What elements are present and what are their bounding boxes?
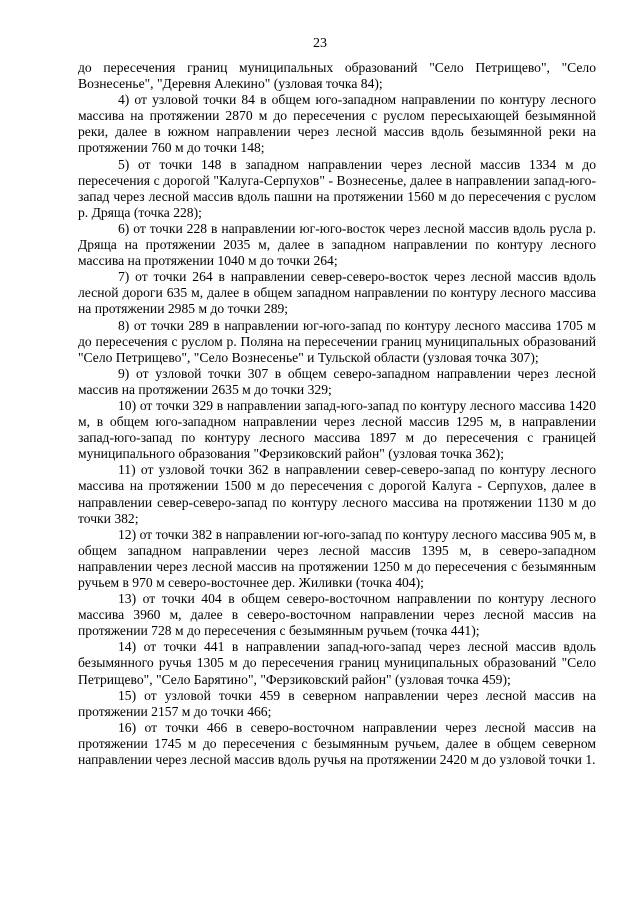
page-number: 23 xyxy=(313,36,327,51)
paragraph-item-14: 14) от точки 441 в направлении запад-юго-запад через лесной массив вдоль безымянного ручья 1305 м до пересечения границ муниципальных образований "Село Петрищево", "Село Барятино", "Ферзиковский район" (узловая точка 459); xyxy=(78,639,596,687)
paragraph-item-11: 11) от узловой точки 362 в направлении север-северо-запад по контуру лесного массива на протяжении 1500 м до пересечения с дорогой Калуга - Серпухов, далее в направлении север-северо-запад по контуру лесного массива на протяжении 1130 м до точки 382; xyxy=(78,462,596,526)
paragraph-item-10: 10) от точки 329 в направлении запад-юго-запад по контуру лесного массива 1420 м, в общем юго-западном направлении через лесной массив 1295 м, в направлении запад-юго-запад по контуру лесного массива 1897 м до пересечения с границей муниципального образования "Ферзиковский район" (узловая точка 362); xyxy=(78,397,596,462)
paragraph-item-4: 4) от узловой точки 84 в общем юго-западном направлении по контуру лесного массива на протяжении 2870 м до пересечения с руслом пересыхающей безымянной реки, далее в южном направлении через лесной массив вдоль безымянной реки на протяжении 760 м до точки 148; xyxy=(78,92,596,156)
paragraph-item-12: 12) от точки 382 в направлении юг-юго-запад по контуру лесного массива 905 м, в общем западном направлении через лесной массив 1395 м, в северо-западном направлении через лесной массив на протяжении 1250 м до пересечения с безымянным ручьем в 970 м северо-восточнее дер. Жиливки (точка 404); xyxy=(78,526,596,590)
paragraph-item-8: 8) от точки 289 в направлении юг-юго-запад по контуру лесного массива 1705 м до пересечения с руслом р. Поляна на пересечении границ муниципальных образований "Село Петрищево", "Село Вознесенье" и Тульской области (узловая точка 307); xyxy=(78,317,596,365)
paragraph-continuation: до пересечения границ муниципальных образований "Село Петрищево", "Село Вознесенье", "Деревня Алекино" (узловая точка 84); xyxy=(78,60,596,92)
document-body xyxy=(78,60,596,768)
paragraph-item-7: 7) от точки 264 в направлении север-северо-восток через лесной массив вдоль лесной дороги 635 м, далее в общем западном направлении по контуру лесного массива на протяжении 2985 м до точки 289; xyxy=(78,269,596,317)
paragraph-item-9: 9) от узловой точки 307 в общем северо-западном направлении через лесной массив на протяжении 2635 м до точки 329; xyxy=(78,365,596,397)
paragraph-item-5: 5) от точки 148 в западном направлении через лесной массив 1334 м до пересечения с дорогой "Калуга-Серпухов" - Вознесенье, далее в направлении запад-юго-запад через лесной массив вдоль пашни на протяжении 1560 м до пересечения с руслом р. Дряща (точка 228); xyxy=(78,156,596,220)
paragraph-item-15: 15) от узловой точки 459 в северном направлении через лесной массив на протяжении 2157 м до точки 466; xyxy=(78,687,596,719)
paragraph-item-13: 13) от точки 404 в общем северо-восточном направлении по контуру лесного массива 3960 м, далее в северо-восточном направлении через лесной массив на протяжении 728 м до пересечения с безымянным ручьем (точка 441); xyxy=(78,591,596,639)
paragraph-item-6: 6) от точки 228 в направлении юг-юго-восток через лесной массив вдоль русла р. Дряща на протяжении 2035 м, далее в западном направлении по контуру лесного массива на протяжении 1040 м до точки 264; xyxy=(78,220,596,269)
paragraph-item-16: 16) от точки 466 в северо-восточном направлении через лесной массив на протяжении 1745 м до пересечения с безымянным ручьем, далее в общем северном направлении через лесной массив вдоль ручья на протяжении 2420 м до узловой точки 1. xyxy=(78,719,596,768)
